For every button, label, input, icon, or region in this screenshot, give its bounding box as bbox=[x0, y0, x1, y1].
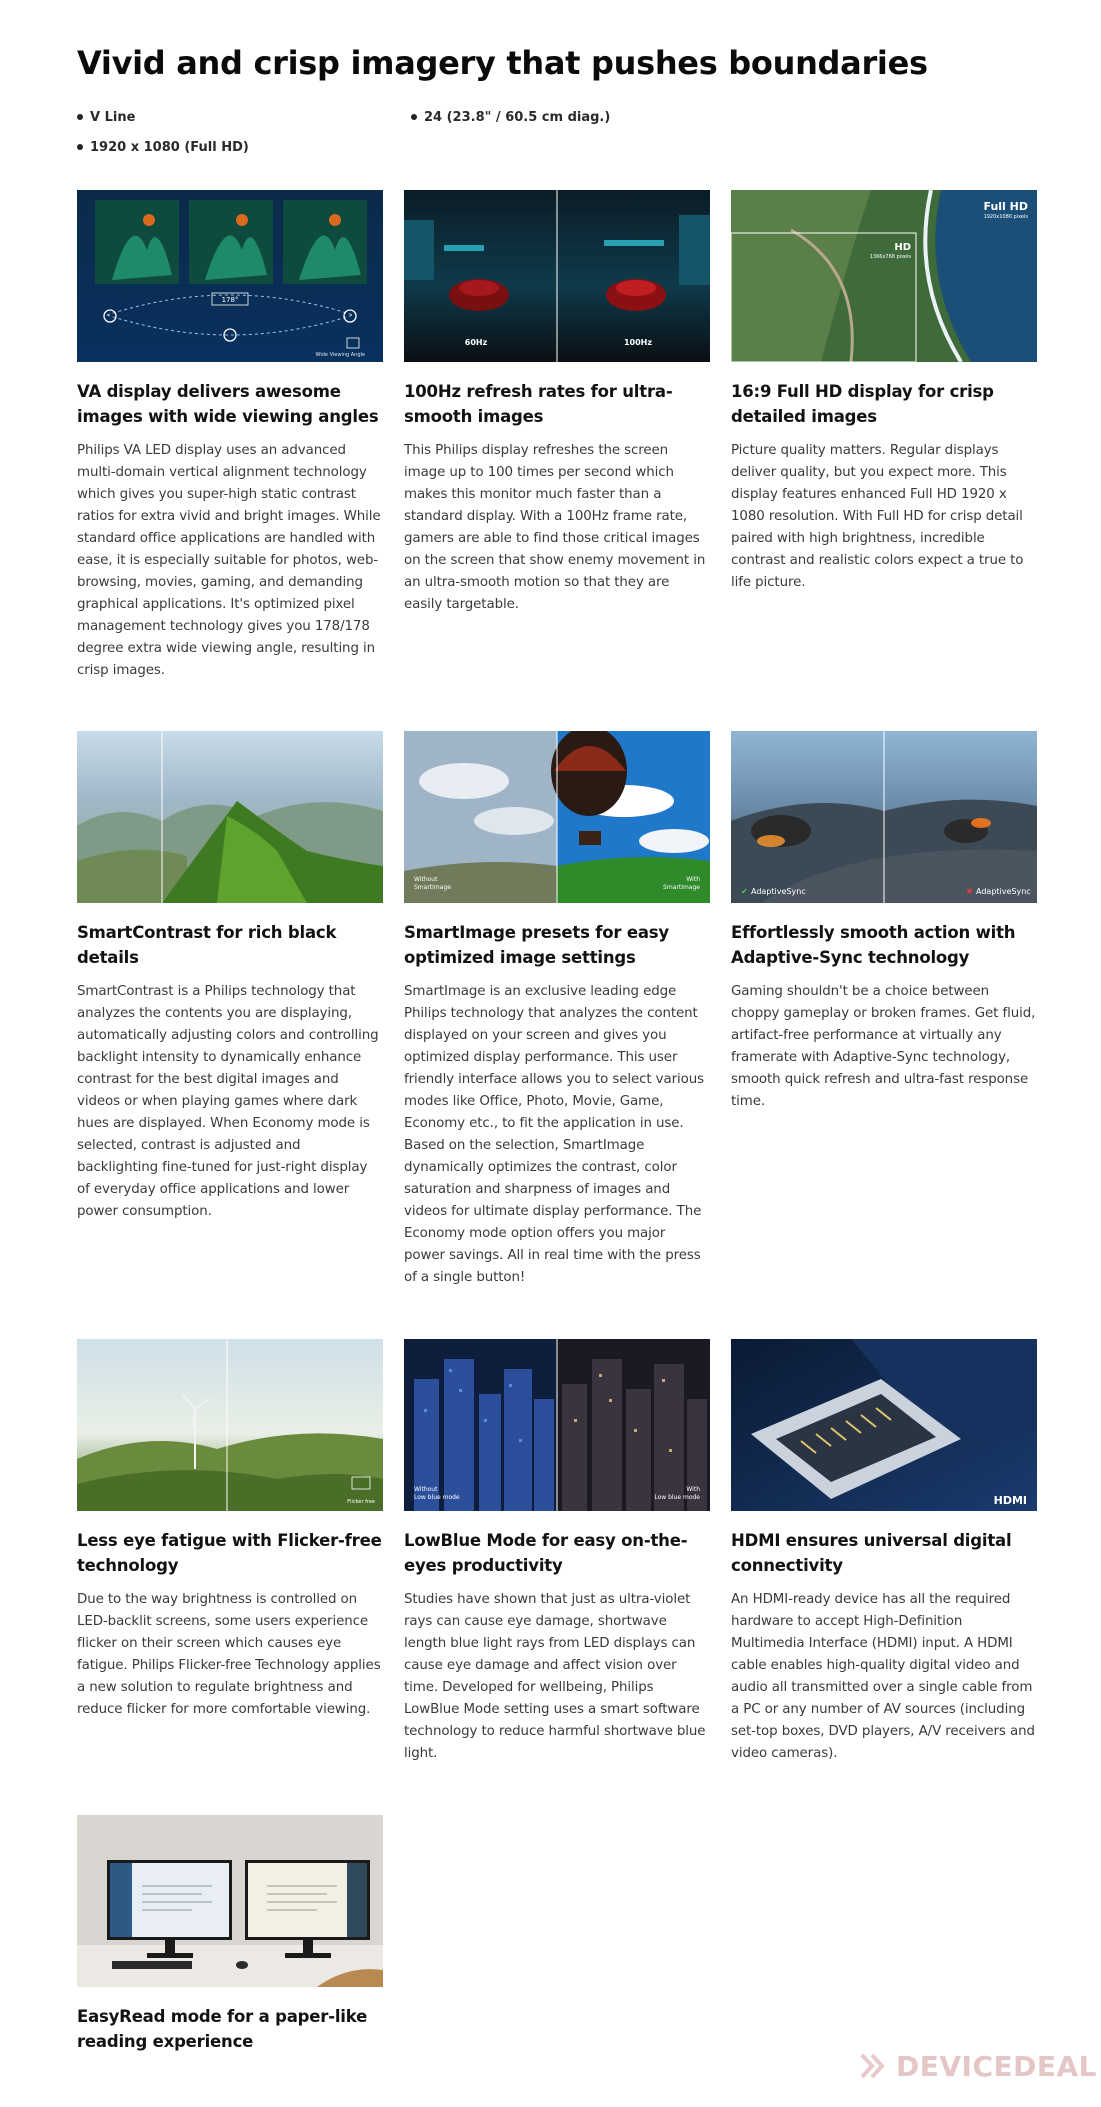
spec-item-series: V Line bbox=[77, 110, 135, 125]
without-lowblue-label: Without bbox=[414, 1486, 438, 1493]
left-label: 60Hz bbox=[464, 338, 488, 347]
devicedeal-watermark bbox=[858, 2046, 1098, 2086]
feature-title: EasyRead mode for a paper-like reading experience bbox=[77, 2007, 368, 2051]
smartcontrast-image bbox=[77, 731, 383, 903]
feature-title: LowBlue Mode for easy on-the-eyes productivity bbox=[404, 1531, 688, 1575]
with-sync-label: AdaptiveSync bbox=[751, 887, 806, 896]
lowblue-image bbox=[404, 1339, 710, 1511]
full-hd-sub: 1920x1080 pixels bbox=[983, 214, 1028, 220]
svg-text:✖: ✖ bbox=[966, 887, 973, 896]
feature-card-flicker-free bbox=[77, 1339, 383, 1721]
without-label-sub: SmartImage bbox=[414, 884, 451, 891]
feature-card-100hz bbox=[404, 190, 710, 616]
feature-card-smartimage bbox=[404, 731, 710, 1289]
spec-item-size: 24 (23.8" / 60.5 cm diag.) bbox=[411, 110, 610, 125]
feature-card-lowblue bbox=[404, 1339, 710, 1765]
feature-body: SmartImage is an exclusive leading edge Philips technology that analyzes the content displayed on your screen and gives you optimized display performance. This user friendly interface allows you to select various modes like Office, Photo, Movie, Game, Economy etc., to fit the application in use. Based on the selection, SmartImage dynamically optimizes the contrast, color saturation and sharpness of images and videos for ultimate display performance. The Economy mode option offers you major power savings. All in real time with the press of a single button! bbox=[404, 984, 704, 1285]
without-sync-label: AdaptiveSync bbox=[976, 887, 1031, 896]
flicker-free-image bbox=[77, 1339, 383, 1511]
feature-card-adaptive-sync bbox=[731, 731, 1037, 1113]
feature-card-full-hd bbox=[731, 190, 1037, 594]
smartimage-image bbox=[404, 731, 710, 903]
feature-card-va-display bbox=[77, 190, 383, 682]
hdmi-image bbox=[731, 1339, 1037, 1511]
hd-label: HD bbox=[894, 242, 911, 253]
feature-card-hdmi bbox=[731, 1339, 1037, 1765]
page-title: Vivid and crisp imagery that pushes boundaries bbox=[77, 44, 928, 82]
feature-body: SmartContrast is a Philips technology that analyzes the contents you are displaying, automatically adjusting colors and controlling backlight intensity to dynamically enhance contrast for the best digital images and videos or when playing games where dark hues are displayed. When Economy mode is selected, contrast is adjusted and backlighting fine-tuned for just-right display of everyday office applications and lower power consumption. bbox=[77, 984, 379, 1219]
feature-body: Picture quality matters. Regular displays deliver quality, but you expect more. This display features enhanced Full HD 1920 x 1080 resolution. With Full HD for crisp detail paired with high brightness, incredible contrast and realistic colors expect a true to life picture. bbox=[731, 443, 1024, 590]
without-lowblue-sub: Low blue mode bbox=[414, 1494, 460, 1501]
with-label: With bbox=[686, 876, 700, 883]
with-lowblue-label: With bbox=[686, 1486, 700, 1493]
corner-label: Wide Viewing Angle bbox=[315, 352, 365, 358]
full-hd-image bbox=[731, 190, 1037, 362]
feature-card-smartcontrast bbox=[77, 731, 383, 1223]
feature-title: SmartImage presets for easy optimized image settings bbox=[404, 923, 669, 967]
refresh-rate-image bbox=[404, 190, 710, 362]
full-hd-label: Full HD bbox=[983, 200, 1028, 213]
watermark-text: DEVICEDEAL bbox=[896, 2049, 1098, 2083]
feature-body: Studies have shown that just as ultra-violet rays can cause eye damage, shortwave length blue light rays from LED displays can cause eye damage and affect vision over time. Developed for wellbeing, Philips LowBlue Mode setting uses a smart software technology to reduce harmful shortwave blue light. bbox=[404, 1592, 706, 1761]
va-display-image bbox=[77, 190, 383, 362]
feature-title: 100Hz refresh rates for ultra-smooth images bbox=[404, 382, 673, 426]
feature-body: This Philips display refreshes the screen image up to 100 times per second which makes this monitor much faster than a standard display. With a 100Hz frame rate, gamers are able to find those critical images on the screen that show enemy movement in an ultra-smooth motion so that they are easily targetable. bbox=[404, 443, 706, 612]
with-lowblue-sub: Low blue mode bbox=[654, 1494, 700, 1501]
svg-text:✔: ✔ bbox=[741, 887, 748, 896]
feature-body: Due to the way brightness is controlled on LED-backlit screens, some users experience flicker on their screen which causes eye fatigue. Philips Flicker-free Technology applies a new solution to regulate brightness and reduce flicker for more comfortable viewing. bbox=[77, 1592, 381, 1717]
angle-label: 178° bbox=[221, 296, 239, 304]
feature-title: Effortlessly smooth action with Adaptive-Sync technology bbox=[731, 923, 1016, 967]
devicedeal-logo-icon bbox=[858, 2049, 892, 2083]
feature-title: VA display delivers awesome images with wide viewing angles bbox=[77, 382, 379, 426]
feature-body: An HDMI-ready device has all the required hardware to accept High-Definition Multimedia Interface (HDMI) input. A HDMI cable enables high-quality digital video and audio all transmitted over a single cable from a PC or any number of AV sources (including set-top boxes, DVD players, A/V receivers and video cameras). bbox=[731, 1592, 1035, 1761]
feature-title: HDMI ensures universal digital connectivity bbox=[731, 1531, 1012, 1575]
easyread-image bbox=[77, 1815, 383, 1987]
feature-card-easyread bbox=[77, 1815, 383, 2054]
feature-title: 16:9 Full HD display for crisp detailed images bbox=[731, 382, 994, 426]
feature-body: Philips VA LED display uses an advanced multi-domain vertical alignment technology which gives you super-high static contrast ratios for extra vivid and bright images. While standard office applications are handled with ease, it is especially suitable for photos, web-browsing, movies, gaming, and demanding graphical applications. It's optimized pixel management technology gives you 178/178 degree extra wide viewing angle, resulting in crisp images. bbox=[77, 443, 381, 678]
hd-sub: 1366x768 pixels bbox=[869, 254, 911, 260]
right-label: 100Hz bbox=[623, 338, 653, 347]
feature-title: SmartContrast for rich black details bbox=[77, 923, 337, 967]
hdmi-corner-label: HDMI bbox=[993, 1494, 1027, 1507]
flicker-corner-label: Flicker free bbox=[347, 1499, 375, 1505]
without-label: Without bbox=[414, 876, 438, 883]
feature-title: Less eye fatigue with Flicker-free technology bbox=[77, 1531, 382, 1575]
feature-body: Gaming shouldn't be a choice between choppy gameplay or broken frames. Get fluid, artifact-free performance at virtually any framerate with Adaptive-Sync technology, smooth quick refresh and ultra-fast response time. bbox=[731, 984, 1036, 1109]
with-label-sub: SmartImage bbox=[663, 884, 700, 891]
spec-item-resolution: 1920 x 1080 (Full HD) bbox=[77, 140, 249, 155]
adaptive-sync-image bbox=[731, 731, 1037, 903]
